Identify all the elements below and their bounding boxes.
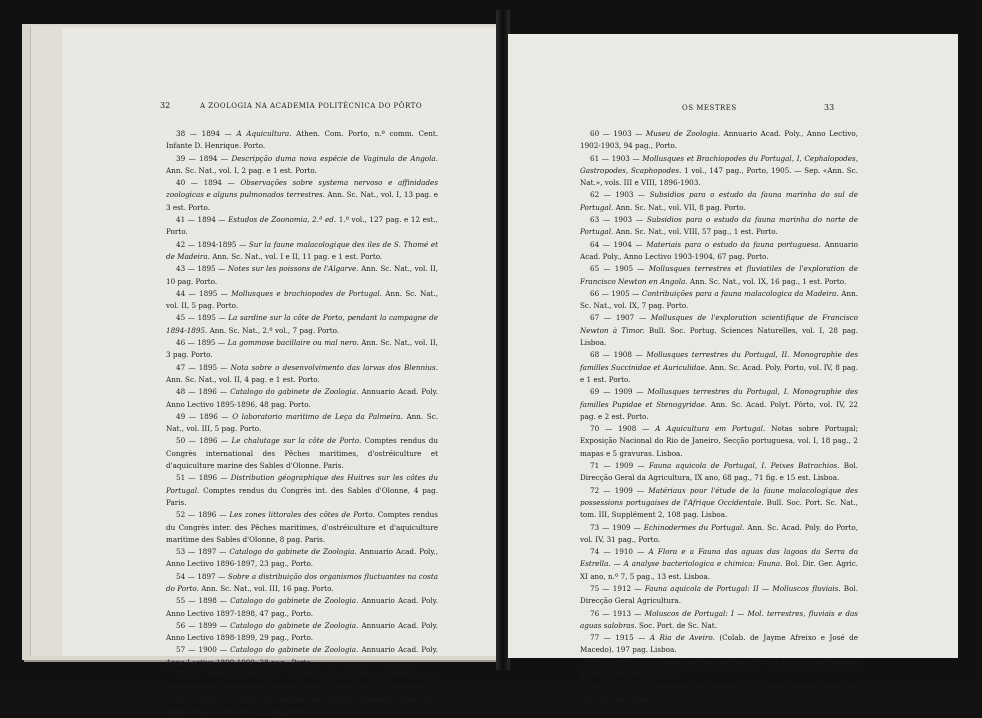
entry-number-year: 57 — 1900 — bbox=[176, 645, 231, 655]
entry-title: Museu de Zoologia. bbox=[645, 129, 721, 138]
bibliography-entry bbox=[166, 509, 438, 546]
entry-number-year: 40 — 1894 — bbox=[176, 178, 241, 188]
bibliography-entry bbox=[580, 583, 858, 608]
entry-title: Catalogo do gabinete de Zoologia. bbox=[230, 620, 359, 630]
entry-title: A Aquicultura. bbox=[236, 129, 292, 138]
bibliography-entry bbox=[580, 214, 858, 239]
entry-title: Congresso de Sevilha. Nota I — A Estação de Zoologia Marítima da Univ. do Porto. bbox=[580, 657, 858, 680]
entry-title: Mollusques terrestres du Portugal, I. Monographie des familles Pupidae et Stenogyridae. bbox=[580, 387, 858, 409]
bibliography-entry bbox=[166, 239, 438, 264]
bibliography-column bbox=[580, 128, 858, 706]
entry-number-year: 44 — 1895 — bbox=[176, 288, 232, 298]
bibliography-entry bbox=[166, 153, 438, 178]
bibliography-entry bbox=[166, 386, 438, 411]
bibliography-entry bbox=[166, 644, 438, 669]
entry-number-year: 63 — 1903 — bbox=[590, 215, 647, 225]
bibliography-entry bbox=[166, 435, 438, 472]
entry-number-year: 48 — 1896 — bbox=[176, 387, 231, 397]
page-number: 33 bbox=[824, 103, 835, 112]
bibliography-entry bbox=[580, 546, 858, 583]
entry-number-year: 68 — 1908 — bbox=[590, 350, 647, 360]
entry-details: Annuario Acad. Poly. Anno Lectivo 1900-1901, 22 pag. Porto. bbox=[166, 694, 438, 716]
entry-number-year: 45 — 1895 — bbox=[176, 313, 229, 323]
entry-number-year: 38 — 1894 — bbox=[176, 129, 237, 138]
entry-title: Echinodermes du Portugal. bbox=[643, 522, 745, 532]
entry-number-year: 43 — 1895 — bbox=[176, 264, 228, 274]
bibliography-entry bbox=[580, 263, 858, 288]
entry-title: Contribuições para a fauna malacologica da Madeira. bbox=[641, 288, 839, 298]
bibliography-entry bbox=[166, 595, 438, 620]
entry-details: Ann. Sc. Nat., vol. II, 10 pag. Porto. bbox=[166, 264, 439, 286]
bibliography-entry bbox=[166, 571, 438, 596]
entry-title: Subsidios para o estudo da fauna marinha do norte de Portugal. bbox=[580, 215, 858, 237]
bibliography-entry bbox=[166, 128, 438, 153]
bibliography-entry bbox=[166, 362, 438, 387]
left-page bbox=[62, 28, 498, 716]
entry-details: Ann. Sc. Nat., vol. III, 5 pag. Porto. bbox=[166, 411, 439, 434]
entry-details: Ann. Sc. Nat., vol. IX, 7 pag. Porto. bbox=[580, 288, 858, 311]
bibliography-entry bbox=[580, 386, 858, 423]
bibliography-entry bbox=[580, 423, 858, 460]
bibliography-entry bbox=[166, 669, 438, 694]
page-number: 32 bbox=[160, 101, 171, 110]
bibliography-entry bbox=[580, 288, 858, 313]
entry-number-year: 60 — 1903 — bbox=[590, 129, 646, 138]
entry-title: Catalogo do gabinete de Zoologia. bbox=[230, 387, 359, 397]
entry-details: Bull. Soc. Portug. Sciences Naturelles, vol. I, 28 pag. Lisboa. bbox=[580, 325, 858, 348]
entry-number-year: 53 — 1897 — bbox=[176, 547, 230, 557]
entry-title: Fauna aquicola de Portugal: II — Molluscos fluviais. bbox=[644, 583, 841, 593]
entry-number-year: 51 — 1896 — bbox=[176, 473, 231, 483]
running-head: OS MESTRES bbox=[682, 104, 737, 112]
entry-details: Athen. Com. Porto, n.º comm. Cent. Infante D. Henrique. Porto. bbox=[166, 129, 439, 151]
entry-details: Ann. Sc. Nat., vol. II, 4 pag. e 1 est. Porto. bbox=[166, 374, 320, 384]
entry-details: Annuario Acad. Poly., Anno Lectivo 1896-1897, 23 pag., Porto. bbox=[166, 547, 438, 569]
right-page bbox=[508, 34, 958, 704]
entry-number-year: 76 — 1913 — bbox=[590, 608, 645, 618]
entry-number-year: 50 — 1896 — bbox=[176, 436, 232, 446]
entry-details: Ann. Sc. Nat., vol. II, 3 pag. Porto. bbox=[166, 338, 438, 360]
entry-number-year: 73 — 1909 — bbox=[590, 522, 644, 532]
entry-number-year: 54 — 1897 — bbox=[176, 571, 228, 581]
bibliography-entry bbox=[580, 239, 858, 264]
entry-details: Ann. Sc. Nat., vol. I, 13 pag. e 3 est. Porto. bbox=[166, 190, 438, 212]
bibliography-entry bbox=[580, 312, 858, 349]
entry-number-year: 46 — 1895 — bbox=[176, 338, 228, 348]
entry-title: Fauna aquicola de Portugal, I. Peixes Batrachios. bbox=[648, 461, 840, 471]
bibliography-entry bbox=[580, 485, 858, 522]
entry-title: Catalogo do gabinete de Zoologia. bbox=[230, 596, 359, 606]
entry-number-year: 39 — 1894 — bbox=[176, 153, 232, 163]
bibliography-entry bbox=[166, 472, 438, 509]
entry-title: Sobre a distribuição dos organismos fluctuantes na costa do Porto. bbox=[166, 571, 439, 593]
entry-details: Ann. Sc. Nat., vol. III, 16 pag. Porto. bbox=[198, 583, 334, 593]
bibliography-entry bbox=[580, 128, 858, 153]
entry-title: Materiais para o estudo da fauna portuguesa. bbox=[646, 239, 821, 249]
entry-details: Annuario Acad. Poly., Anno Lectivo, 1902-1903, 94 pag., Porto. bbox=[580, 129, 858, 151]
entry-title: Notes sur les poissons de l'Algarve. bbox=[227, 264, 359, 274]
bibliography-entry bbox=[580, 522, 858, 547]
entry-details: Ann. Sc. Nat., vol. I, 2 pag. e 1 est. Porto. bbox=[166, 165, 317, 175]
bibliography-entry bbox=[580, 681, 858, 706]
bibliography-entry bbox=[166, 288, 438, 313]
bibliography-entry bbox=[580, 632, 858, 657]
entry-number-year: 78 — 1917 — bbox=[590, 657, 647, 667]
entry-details: 1 vol., 147 pag., Porto, 1905. — Sep. «Ann. Sc. Nat.», vols. III e VIII, 1896-1903. bbox=[580, 165, 858, 188]
entry-number-year: 77 — 1915 — bbox=[590, 633, 650, 643]
bibliography-entry bbox=[166, 177, 438, 214]
entry-title: Matériaux pour l'étude de la faune malacologique des possessions portugaises de l'Afrique Occidentale. bbox=[580, 485, 858, 507]
entry-details: Bol. Dir. Ger. Agric. XI ano, n.º 7, 5 pag., 13 est. Lisboa. bbox=[580, 559, 859, 581]
bibliography-entry bbox=[580, 189, 858, 214]
entry-title: A Flora e a Fauna das aguas das lagoas da Serra da Estrella. — A analyse bacteriologica e chimica: Fauna. bbox=[580, 547, 858, 569]
bibliography-entry bbox=[166, 411, 438, 436]
entry-title: La gommose bacillaire ou mal nero. bbox=[227, 338, 359, 348]
entry-details: Ann. Sc. Nat., vol. VIII, 57 pag., 1 est. Porto. bbox=[613, 227, 778, 237]
entry-title: Distribution géographique des Huitres sur les côtes du Portugal. bbox=[166, 473, 439, 495]
entry-details: Notas sobre Portugal; Exposição Nacional do Rio de Janeiro, Secção portuguesa, vol. I, 18 pag., 2 mapas e 5 gravuras. Lisboa. bbox=[580, 424, 858, 458]
entry-details: 1.º vol., 127 pag. e 12 est., Porto. bbox=[166, 215, 439, 237]
entry-number-year: 75 — 1912 — bbox=[590, 583, 645, 593]
entry-title: Mollusques terrestres et fluviatiles de l'exploration de Francisco Newton en Angola. bbox=[580, 264, 858, 286]
entry-title: Moluscos de Portugal: I — Mol. terrestres, fluviais e das aguas salobras. bbox=[580, 608, 858, 630]
bibliography-entry bbox=[166, 263, 438, 288]
entry-title: Observações sobre systema nervoso e affinidades zoologicas e alguns pulmonados terrestres. bbox=[166, 178, 439, 200]
entry-number-year: 47 — 1895 — bbox=[176, 362, 231, 372]
bibliography-entry bbox=[166, 694, 438, 718]
bibliography-entry bbox=[166, 337, 438, 362]
entry-details: Ann. Sc. Acad. Poly. do Porto, vol. IV, 31 pag., Porto. bbox=[580, 522, 858, 544]
entry-details: Ann. Sc. Nat., vol. VI, 1 pag. Porto. bbox=[301, 682, 432, 692]
entry-title: Mollusques de l'exploration scientifique de Francisco Newton à Timor. bbox=[580, 313, 858, 335]
entry-number-year: 58 — 1900 — bbox=[176, 670, 248, 680]
entry-number-year: 67 — 1907 — bbox=[590, 313, 651, 323]
bibliography-column bbox=[166, 128, 438, 718]
bibliography-entry bbox=[166, 546, 438, 571]
entry-title: Nota sobre o desenvolvimento das larvas dos Blennius. bbox=[230, 362, 438, 372]
entry-title: Congresso de Sevilha. 6 — Duas especies novas de Chloritea de Timor. bbox=[580, 682, 858, 704]
entry-title: Mollusques terrestres du Portugal, II. Monographie des familles Succinidae et Auriculidae. bbox=[580, 350, 859, 372]
entry-title: Catalogo do gabinete de Zoologia. bbox=[229, 547, 357, 557]
bibliography-entry bbox=[166, 214, 438, 239]
entry-details: Ann. Sc. Nat., vol. IX, 16 pag., 1 est. Porto. bbox=[687, 276, 847, 286]
entry-details: Ann. Sc. Acad. Polyt. Pôrto, vol. IV, 22 pag. e 2 est. Porto. bbox=[580, 399, 858, 421]
entry-number-year: 65 — 1905 — bbox=[590, 264, 649, 274]
entry-details: Ann. Sc. Acad. Poly. Porto, vol. IV, 8 pag. e 1 est. Porto. bbox=[580, 362, 859, 384]
running-head: A ZOOLOGIA NA ACADEMIA POLITÉCNICA DO PÔRTO bbox=[200, 102, 423, 110]
entry-details: Ann. Sc. Nat., vol. I e II, 11 pag. e 1 est. Porto. bbox=[209, 251, 383, 261]
bibliography-entry bbox=[580, 608, 858, 633]
entry-number-year: 69 — 1909 — bbox=[590, 387, 648, 397]
bibliography-entry bbox=[166, 620, 438, 645]
entry-number-year: 52 — 1896 — bbox=[176, 510, 230, 520]
entry-number-year: 59 — 1901 — bbox=[176, 694, 231, 704]
entry-details: Comptes rendus du Congrès int. des Sables d'Olonne, 4 pag. Paris. bbox=[166, 485, 438, 507]
entry-number-year: 61 — 1903 — bbox=[590, 153, 643, 163]
entry-details: (Colab. de Jayme Afreixo e José de Macedo). 197 pag. Lisboa. bbox=[580, 633, 858, 655]
entry-title: Sobre a presença do Delphinus delphis, var. mediterranea, nas costas do Algarve. bbox=[166, 670, 439, 692]
entry-title: A Aquicultura em Portugal. bbox=[655, 424, 766, 434]
entry-number-year: 55 — 1898 — bbox=[176, 596, 231, 606]
entry-details: Annuario Acad. Poly. Anno Lectivo 1898-1899, 29 pag., Porto. bbox=[166, 620, 438, 643]
entry-details: Annuario Acad. Poly. Anno Lectivo 1895-1896, 48 pag. Porto. bbox=[166, 387, 438, 409]
entry-details: Annuario Acad. Poly. Anno Lectivo 1897-1898, 47 pag., Porto. bbox=[166, 596, 438, 618]
entry-details: Ann. Sc. Nat., vol. VII, 8 pag. Porto. bbox=[613, 202, 746, 212]
entry-title: Mollusques e brachiopodes de Portugal. bbox=[231, 288, 382, 298]
entry-number-year: 41 — 1894 — bbox=[176, 215, 229, 225]
entry-title: Le chalutage sur la côte de Porto. bbox=[231, 436, 362, 446]
entry-title: Les zones littorales des côtes de Porto. bbox=[229, 510, 375, 520]
bibliography-entry bbox=[166, 312, 438, 337]
entry-number-year: 56 — 1899 — bbox=[176, 620, 231, 630]
entry-title: Descripção duma nova espécie de Vaginula de Angola. bbox=[231, 153, 438, 163]
entry-title: Catalogo do gabinete de Zoologia. bbox=[230, 694, 359, 704]
entry-title: Sur la faune malacologique des iles de S. Thomé et de Madeira. bbox=[166, 239, 438, 261]
bibliography-entry bbox=[580, 153, 858, 190]
bibliography-entry bbox=[580, 460, 858, 485]
entry-number-year: 49 — 1896 — bbox=[176, 411, 233, 421]
entry-number-year: 74 — 1910 — bbox=[590, 547, 649, 557]
entry-title: Mollusques et Brachiopodes du Portugal, I, Cephalopodes, Gastropodes, Scaphopodes. bbox=[580, 153, 858, 175]
entry-number-year: 64 — 1904 — bbox=[590, 239, 647, 249]
entry-details: Annuario Acad. Poly., Anno Lectivo 1903-1904, 67 pag. Porto. bbox=[580, 239, 858, 261]
bibliography-entry bbox=[580, 349, 858, 386]
entry-details: Bol. Direcção Geral da Agricultura, IX ano, 68 pag., 71 fig. e 15 est. Lisboa. bbox=[580, 461, 858, 483]
entry-title: Catalogo do gabinete de Zoologia. bbox=[230, 645, 359, 655]
entry-details: Ann. Sc. Nat., 2.º vol., 7 pag. Porto. bbox=[207, 325, 340, 335]
entry-title: Subsidios para o estudo da fauna marinha do sul de Portugal. bbox=[580, 190, 859, 212]
entry-details: Annuario Acad. Poly. Anno Lectivo 1899-1900, 28 pag., Porto. bbox=[166, 645, 438, 667]
entry-details: Bol. Direcção Geral Agricultura. bbox=[580, 583, 858, 606]
entry-details: Bull. Soc. Port. Sc. Nat., tom. III, Supplément 2, 108 pag. Lisboa. bbox=[580, 497, 858, 520]
entry-number-year: 42 — 1894-1895 — bbox=[176, 239, 249, 249]
entry-title: La sardine sur la côte de Porto, pendant la campagne de 1894-1895. bbox=[166, 313, 438, 335]
entry-number-year: 79 — 1917 — bbox=[590, 682, 652, 692]
entry-details: Comptes rendus du Congrès inter. des Pêches maritimes, d'ostréiculture et d'aquiculture maritime des Sables d'Olonne, 8 pag. Paris. bbox=[166, 510, 438, 544]
entry-title: Estudos de Zoonomia, 2.ª ed. bbox=[228, 215, 337, 225]
entry-number-year: 66 — 1905 — bbox=[590, 288, 642, 298]
entry-details: Comptes rendus du Congrès international des Pêches maritimes, d'ostréiculture et d'aquiculture marine des Sables d'Olonne. Paris. bbox=[166, 436, 439, 471]
entry-number-year: 72 — 1909 — bbox=[590, 485, 649, 495]
entry-number-year: 71 — 1909 — bbox=[590, 461, 649, 471]
entry-details: Ann. Sc. Nat., vol. II, 5 pag. Porto. bbox=[166, 288, 439, 311]
entry-title: O laboratorio maritimo de Leça da Palmeira. bbox=[232, 411, 403, 421]
entry-number-year: 70 — 1908 — bbox=[590, 424, 656, 434]
entry-number-year: 62 — 1903 — bbox=[590, 190, 650, 200]
entry-title: A Ria de Aveiro. bbox=[649, 633, 715, 643]
entry-details: Soc. Port. de Sc. Nat. bbox=[636, 620, 717, 630]
bibliography-entry bbox=[580, 657, 858, 682]
